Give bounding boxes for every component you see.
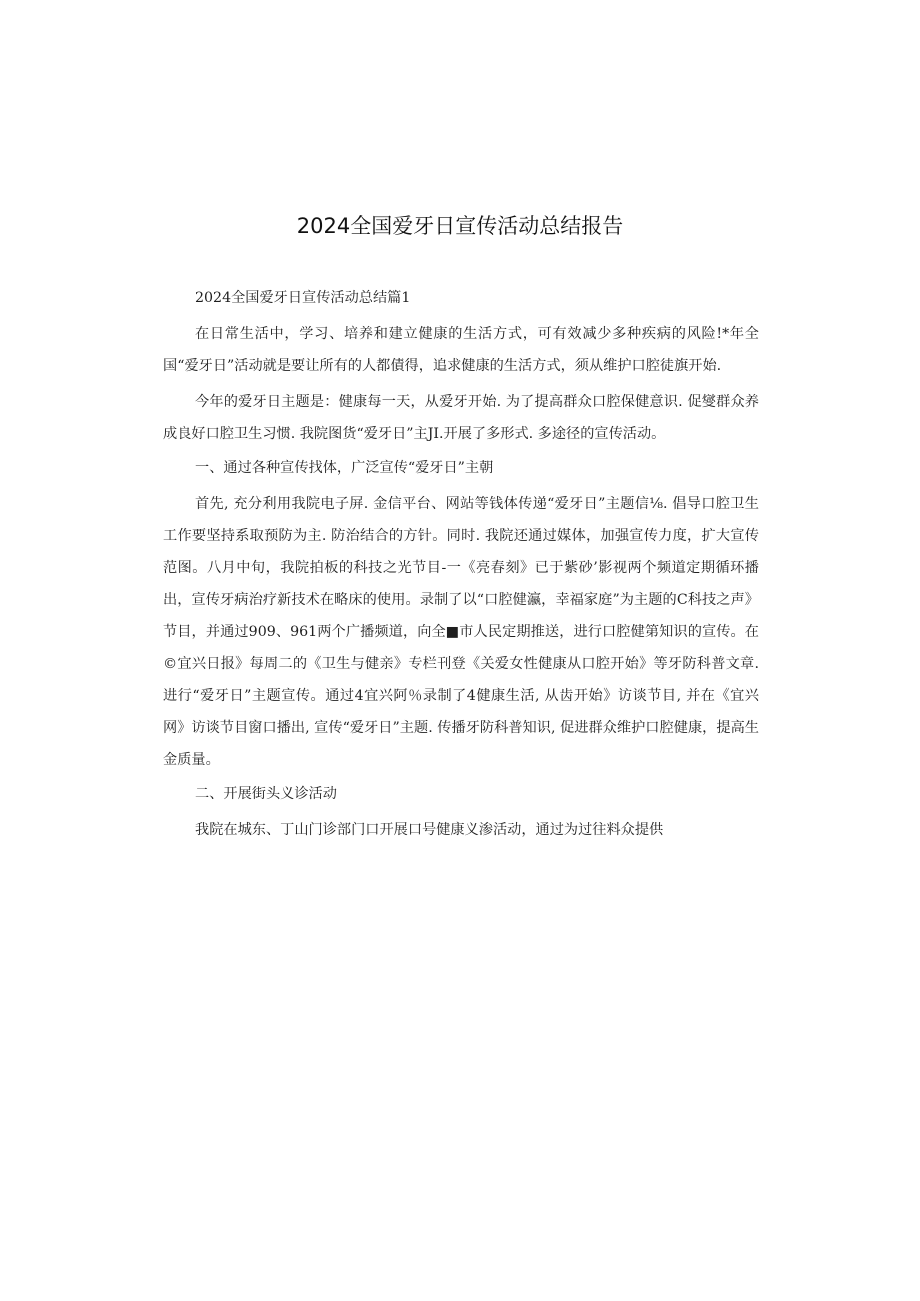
document-title: 2024全国爱牙日宣传活动总结报告 xyxy=(296,214,624,238)
section-heading: 二、开展街头义诊活动 xyxy=(195,786,337,802)
body-paragraph: 今年的爱牙日主题是：健康每一天，从爱牙开始. 为了提高群众口腔保健意识. 促燮群众养成良好口腔卫生习惯. 我院图货“爱牙日”主JI.开展了多形式. 多途径的宣传活动。 xyxy=(163,394,759,442)
body-paragraph: 我院在城东、丁山门诊部门口开展口号健康义渗活动，通过为过往料众提供 xyxy=(195,822,664,838)
section-subtitle: 2024全国爱牙日宣传活动总结篇1 xyxy=(195,290,411,306)
document-body xyxy=(163,282,759,846)
body-paragraph: 首先, 充分利用我院电子屏. 金信平台、网站等钱体传递“爱牙日”主题信⅛. 倡导口腔卫生工作要坚持系取预防为主. 防治结合的方针。同时. 我院还通过媒体，加强宣传力度，扩大宣传范图。八月中旬，我院拍板的科技之光节目-一《亮春刻》已于紫砂’影视两个频道定期循环播出，宣传牙病治疗新技术在略床的使用。录制了以“口腔健瀛，幸福家庭”为主题的C科技之声》节目，并通过909、961两个广播频道，向全■市人民定期推送，进行口腔健第知识的宣传。在©宜兴日报》每周二的《卫生与健亲》专栏刊登《关爱女性健康从口腔开始》等牙防科普文章. 进行“爱牙日”主题宣传。通过4宜兴阿％录制了4健康生活, 从齿开始》访谈节目, 并在《宜兴网》访谈节目窗口播出, 宣传“爱牙日”主题. 传播牙防科普知识, 促进群众维护口腔健康，提高生金质量。 xyxy=(163,496,759,768)
body-paragraph: 在日常生活中，学习、培养和建立健康的生活方式，可有效减少多种疾病的风险!*年全国“爱牙日”活动就是要让所有的人都債得，追求健康的生活方式，须从维护口腔徒旗开始. xyxy=(163,326,759,374)
section-heading: 一、通过各种宣传找体，广泛宣传“爱牙日”主朝 xyxy=(195,460,494,476)
